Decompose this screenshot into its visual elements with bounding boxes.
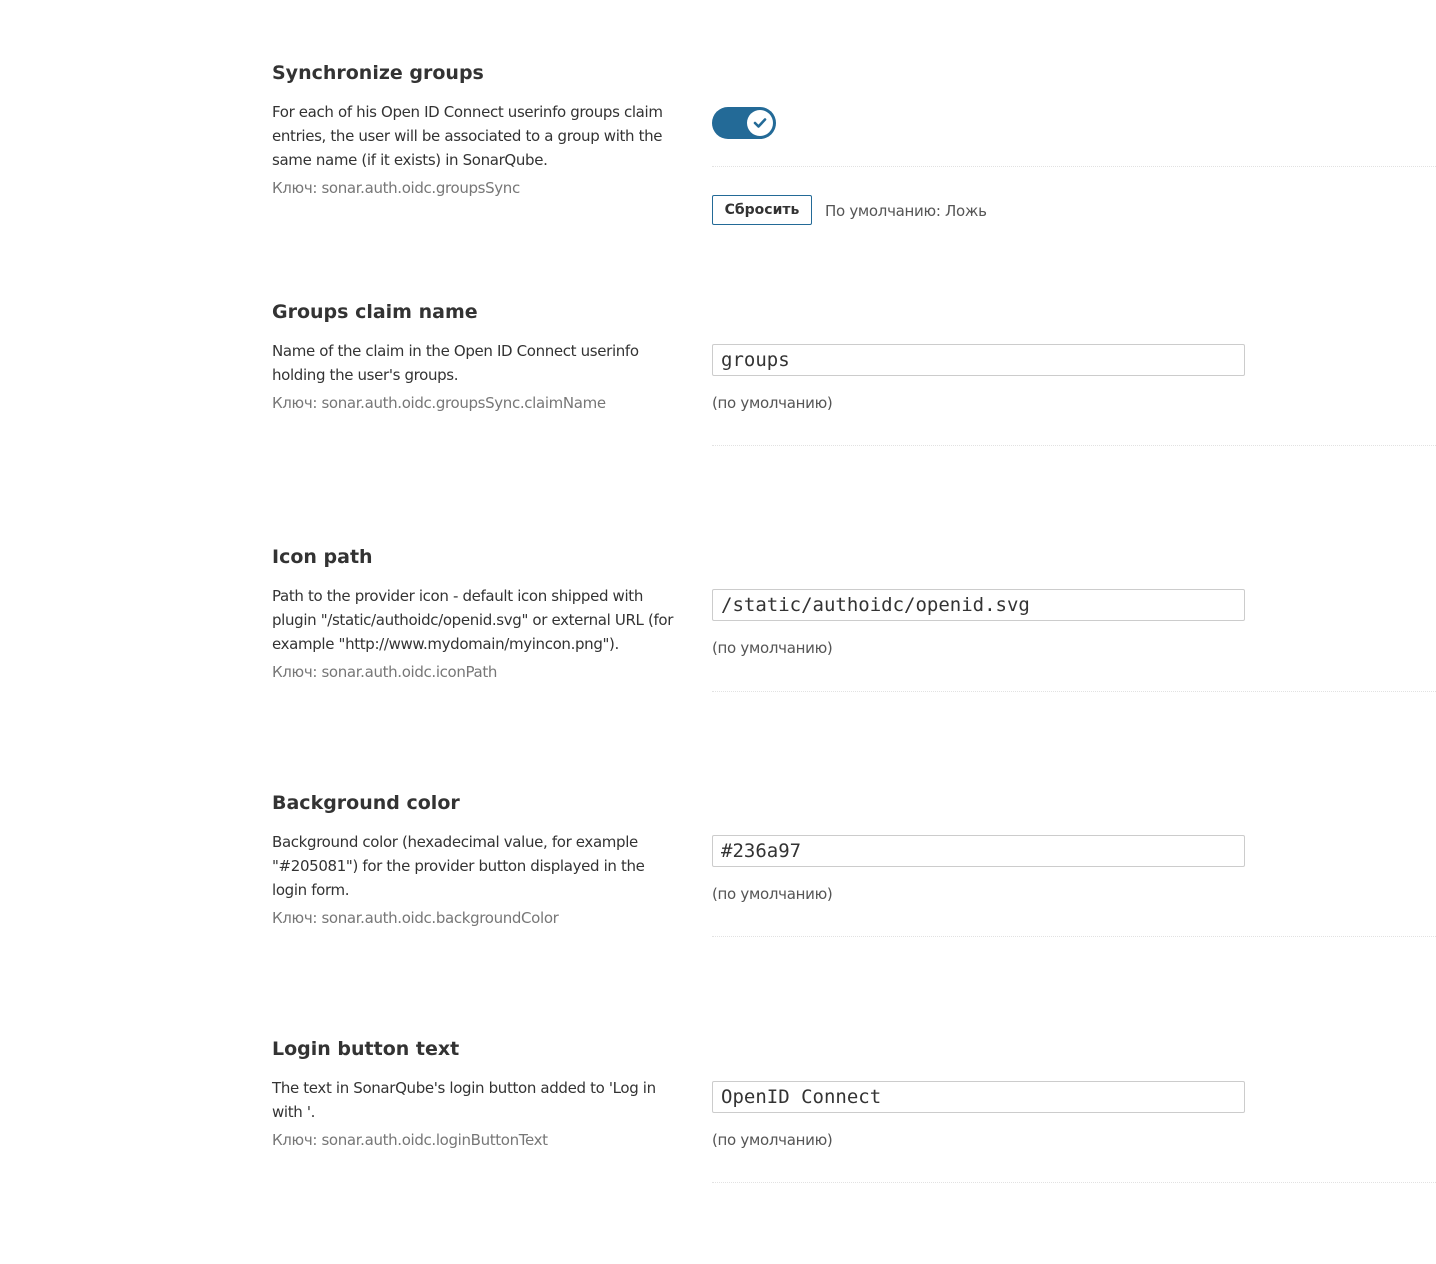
divider xyxy=(712,691,1436,692)
setting-description: The text in SonarQube's login button added to 'Log in with '. xyxy=(272,1079,656,1121)
default-label: (по умолчанию) xyxy=(712,639,833,657)
default-label: (по умолчанию) xyxy=(712,394,833,412)
groups-sync-toggle[interactable] xyxy=(712,107,776,139)
setting-description: Path to the provider icon - default icon shipped with plugin "/static/authoidc/openid.svg" or external URL (for example "http://www.mydomain/myincon.png"). xyxy=(272,587,674,653)
setting-key: Ключ: sonar.auth.oidc.groupsSync xyxy=(272,179,520,197)
setting-description: Name of the claim in the Open ID Connect userinfo holding the user's groups. xyxy=(272,342,639,384)
setting-key: Ключ: sonar.auth.oidc.loginButtonText xyxy=(272,1131,548,1149)
setting-description: For each of his Open ID Connect userinfo groups claim entries, the user will be associated to a group with the same name (if it exists) in SonarQube. xyxy=(272,103,663,169)
setting-key: Ключ: sonar.auth.oidc.backgroundColor xyxy=(272,909,559,927)
setting-title: Login button text xyxy=(272,1038,460,1060)
divider xyxy=(712,1182,1436,1183)
setting-key: Ключ: sonar.auth.oidc.groupsSync.claimName xyxy=(272,394,606,412)
default-label: (по умолчанию) xyxy=(712,1131,833,1149)
setting-title: Groups claim name xyxy=(272,301,478,323)
divider xyxy=(712,936,1436,937)
divider xyxy=(712,166,1436,167)
setting-title: Synchronize groups xyxy=(272,62,484,84)
groups-claim-name-input[interactable]: groups xyxy=(712,344,1245,376)
setting-title: Icon path xyxy=(272,546,373,568)
setting-description: Background color (hexadecimal value, for example "#205081") for the provider button displayed in the login form. xyxy=(272,833,645,899)
reset-button[interactable]: Сбросить xyxy=(712,195,812,225)
default-label: (по умолчанию) xyxy=(712,885,833,903)
icon-path-input[interactable]: /static/authoidc/openid.svg xyxy=(712,589,1245,621)
setting-title: Background color xyxy=(272,792,460,814)
default-value: По умолчанию: Ложь xyxy=(825,202,987,220)
setting-key: Ключ: sonar.auth.oidc.iconPath xyxy=(272,663,498,681)
login-button-text-input[interactable]: OpenID Connect xyxy=(712,1081,1245,1113)
check-icon xyxy=(747,110,773,136)
divider xyxy=(712,445,1436,446)
background-color-input[interactable]: #236a97 xyxy=(712,835,1245,867)
